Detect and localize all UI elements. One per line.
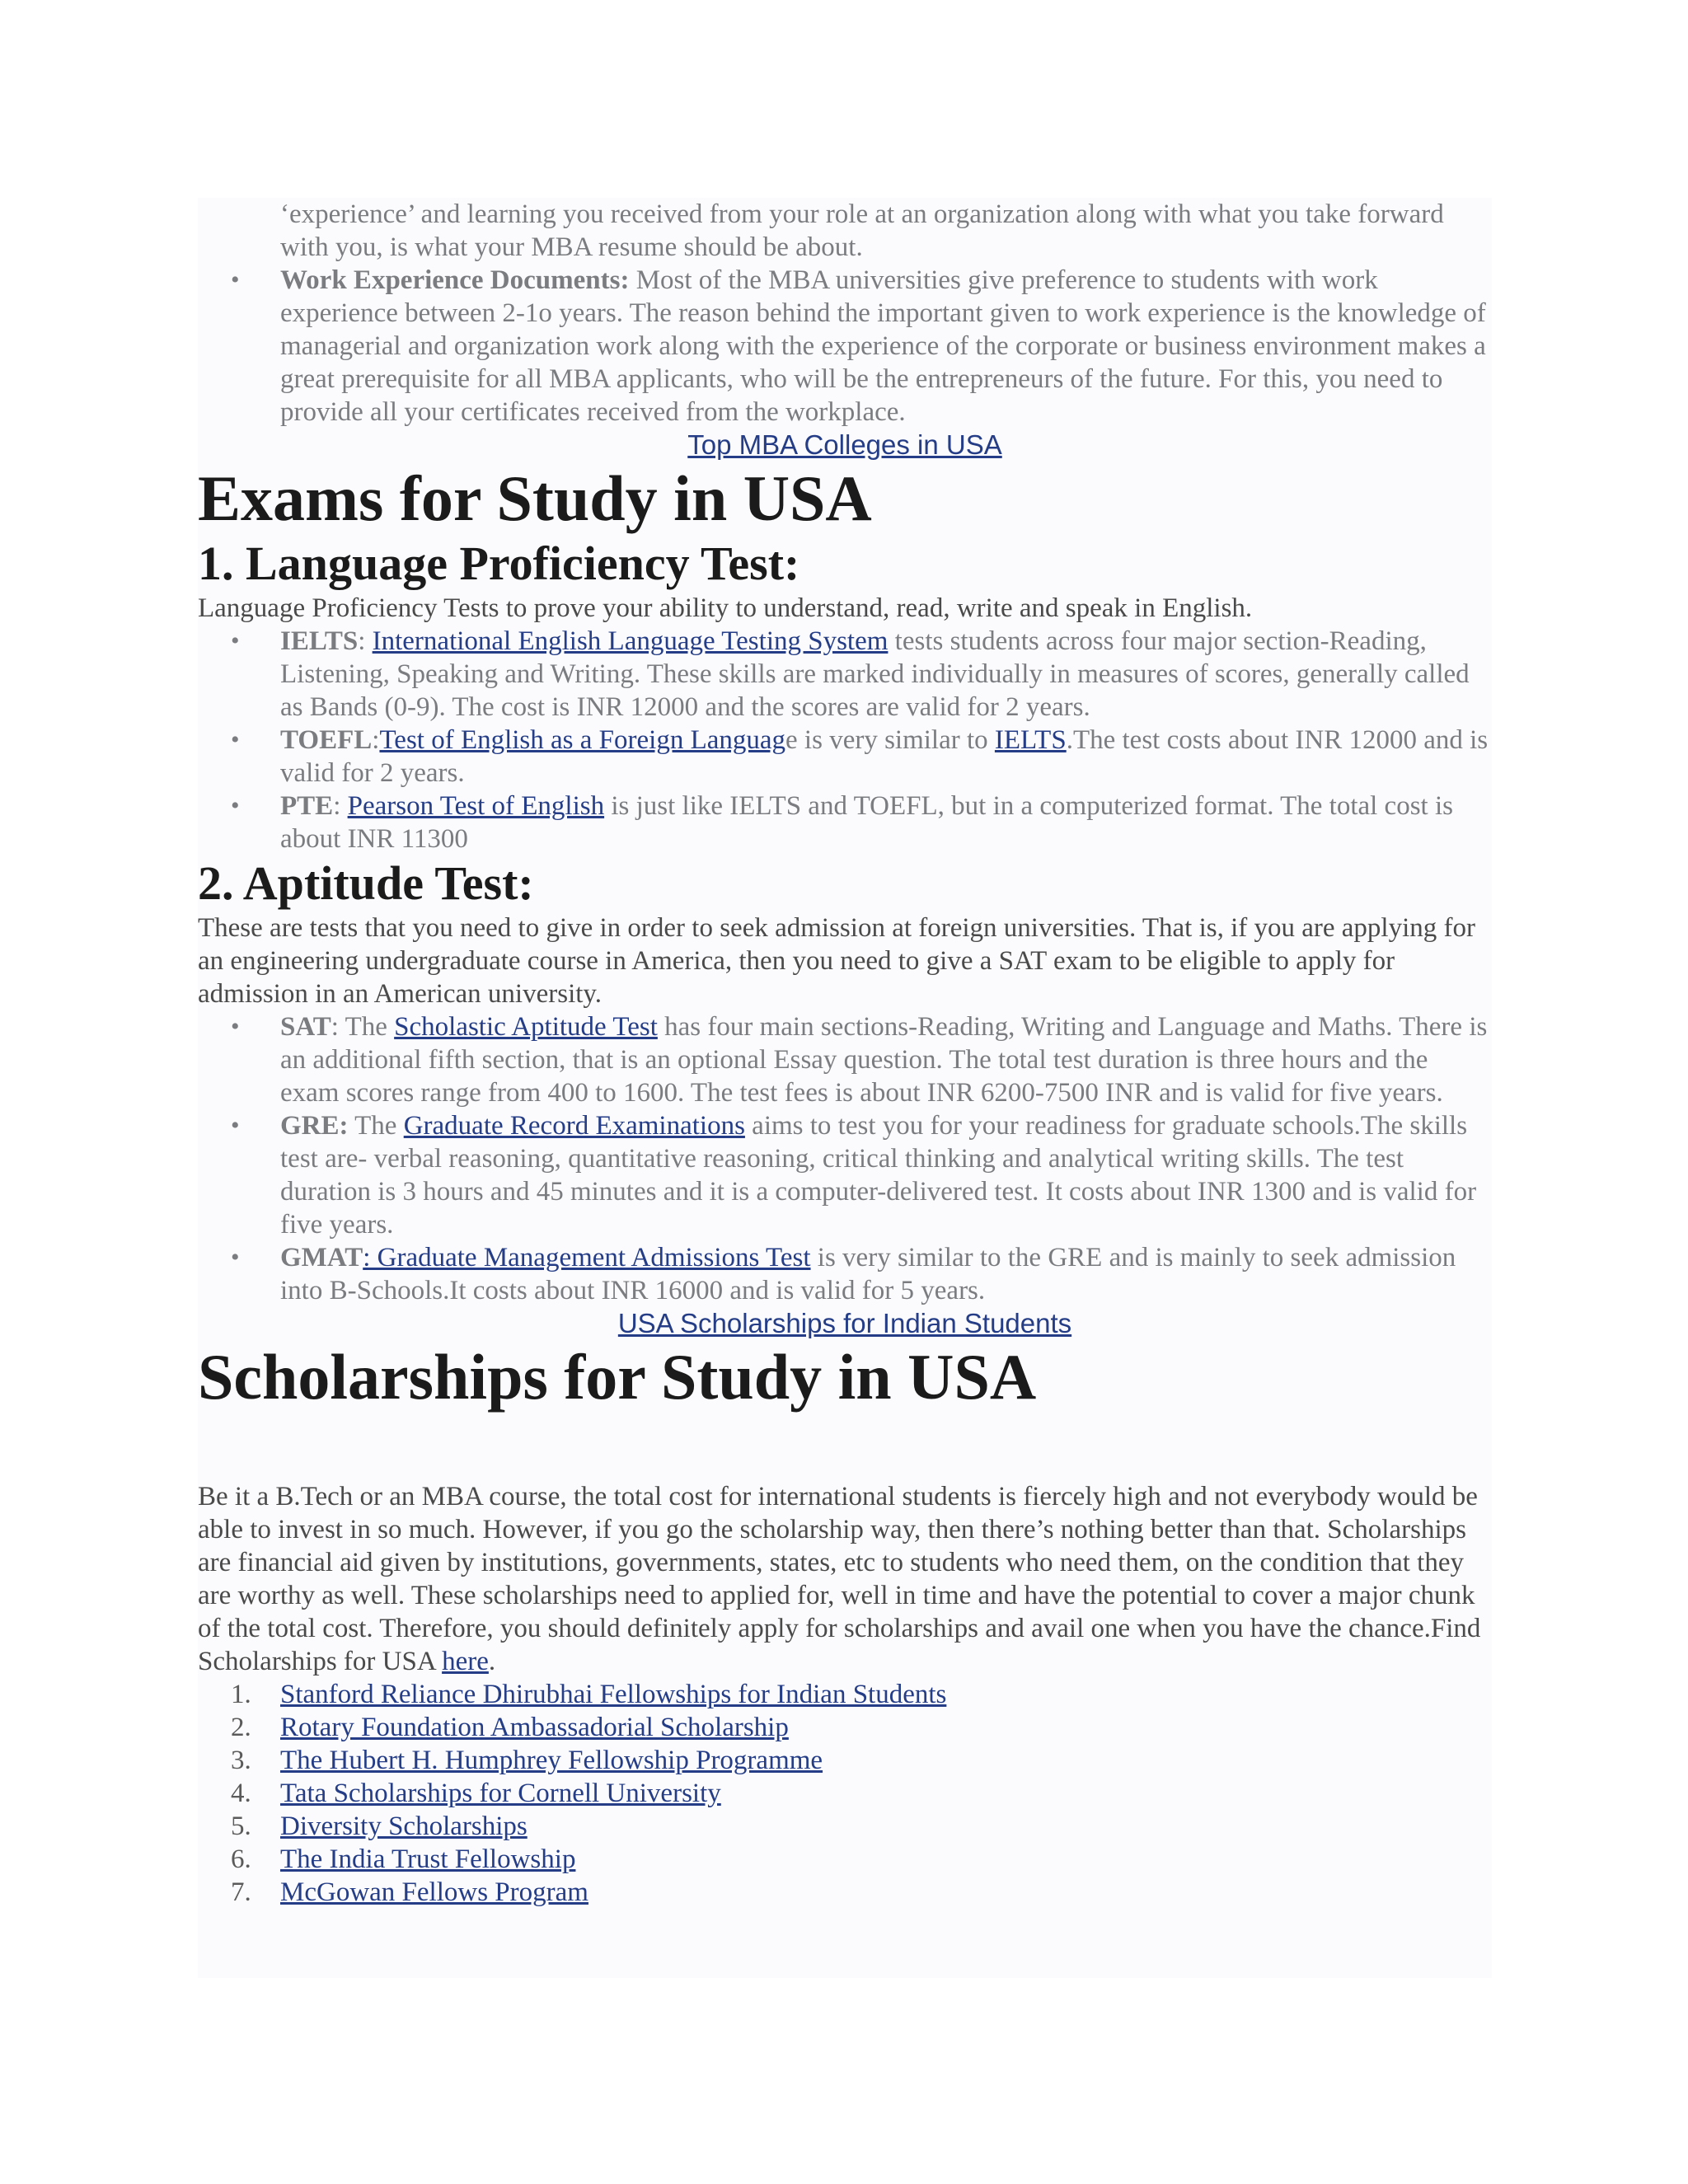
- sat-separator: : The: [331, 1012, 395, 1042]
- usa-scholarships-indian-link[interactable]: USA Scholarships for Indian Students: [617, 1308, 1072, 1338]
- scholarship-link[interactable]: Diversity Scholarships: [280, 1811, 528, 1841]
- scholarship-list: [198, 1678, 1492, 1909]
- gmat-link[interactable]: : Graduate Management Admissions Test: [363, 1243, 811, 1272]
- bullet-icon: •: [231, 627, 240, 654]
- list-item-gmat: [198, 1241, 1492, 1307]
- bullet-icon: •: [231, 1013, 240, 1040]
- work-experience-list: [198, 264, 1492, 429]
- list-number: 6.: [231, 1844, 251, 1874]
- language-test-list: [198, 625, 1492, 855]
- gre-term: GRE:: [280, 1111, 349, 1141]
- toefl-separator: :: [372, 725, 380, 755]
- gre-text: aims to test you for your readiness for graduate schools.The skills test are- verbal reasoning, quantitative reasoning, critical thinking and analytical writing skills. The test duration is 3 hours and 45 minutes and it is a computer-delivered test. It costs about INR 1300 and is valid for five years.: [280, 1111, 1477, 1240]
- scholarship-link[interactable]: Tata Scholarships for Cornell University: [280, 1779, 721, 1808]
- scholarships-intro-end: .: [488, 1647, 496, 1676]
- scholarships-intro-text: Be it a B.Tech or an MBA course, the total cost for international students is fiercely high and not everybody would be able to invest in so much. However, if you go the scholarship way, then there’s nothing better than that. Scholarships are financial aid given by institutions, governments, states, etc to students who need them, on the condition that they are worthy as well. These scholarships need to applied for, well in time and have the potential to cover a major chunk of the total cost. Therefore, you should definitely apply for scholarships and avail one when you have the chance.Find Scholarships for USA: [198, 1482, 1481, 1676]
- ielts-term: IELTS: [280, 626, 359, 656]
- toefl-text-2: .The test costs about INR 12000 and is valid for 2 years.: [280, 725, 1489, 788]
- bullet-icon: •: [231, 726, 240, 753]
- aptitude-test-heading: 2. Aptitude Test:: [198, 856, 534, 910]
- gre-link[interactable]: Graduate Record Examinations: [403, 1111, 745, 1141]
- list-number: 1.: [231, 1680, 251, 1709]
- sat-term: SAT: [280, 1012, 331, 1042]
- list-item-gre: [198, 1109, 1492, 1241]
- scholarship-list-item: [198, 1678, 1492, 1711]
- list-number: 5.: [231, 1811, 251, 1841]
- scholarships-intro: [198, 1480, 1492, 1678]
- scholarships-indian-link-row: [198, 1307, 1492, 1340]
- pte-text: is just like IELTS and TOEFL, but in a computerized format. The total cost is about INR 11300: [280, 791, 1453, 854]
- toefl-link[interactable]: Test of English as a Foreign Languag: [379, 725, 786, 755]
- work-experience-term: Work Experience Documents:: [280, 265, 630, 295]
- intro-continuation: ‘experience’ and learning you received from your role at an organization along with what you take forward with you, is what your MBA resume should be about.: [280, 199, 1444, 262]
- scholarship-list-item: [198, 1810, 1492, 1843]
- bullet-icon: •: [231, 1112, 240, 1139]
- list-item-pte: [198, 790, 1492, 855]
- list-number: 7.: [231, 1877, 251, 1907]
- ielts-inline-link[interactable]: IELTS: [994, 725, 1067, 755]
- pte-link[interactable]: Pearson Test of English: [347, 791, 605, 821]
- list-item-toefl: [198, 724, 1492, 790]
- spacer: [198, 1414, 1492, 1480]
- ielts-separator: :: [358, 626, 373, 656]
- scholarship-list-item: [198, 1843, 1492, 1876]
- scholarship-link[interactable]: McGowan Fellows Program: [280, 1877, 588, 1907]
- list-number: 2.: [231, 1713, 251, 1742]
- top-mba-colleges-link[interactable]: Top MBA Colleges in USA: [687, 429, 1002, 460]
- scholarships-title: Scholarships for Study in USA: [198, 1341, 1037, 1413]
- list-item-sat: [198, 1010, 1492, 1109]
- scholarship-list-item: [198, 1711, 1492, 1744]
- scholarship-link[interactable]: Rotary Foundation Ambassadorial Scholarship: [280, 1713, 789, 1742]
- list-number: 3.: [231, 1746, 251, 1775]
- language-test-heading: 1. Language Proficiency Test:: [198, 537, 800, 590]
- document-content: [198, 198, 1492, 1909]
- gre-separator: The: [348, 1111, 404, 1141]
- scholarship-list-item: [198, 1744, 1492, 1777]
- list-item-ielts: [198, 625, 1492, 724]
- exams-title: Exams for Study in USA: [198, 462, 872, 534]
- scholarship-link[interactable]: The Hubert H. Humphrey Fellowship Programme: [280, 1746, 823, 1775]
- toefl-term: TOEFL: [280, 725, 373, 755]
- ielts-text: tests students across four major section-Reading, Listening, Speaking and Writing. These skills are marked individually in measures of scores, generally called as Bands (0-9). The cost is INR 12000 and the scores are valid for 2 years.: [280, 626, 1470, 722]
- bullet-icon: •: [231, 792, 240, 819]
- language-test-intro: Language Proficiency Tests to prove your ability to understand, read, write and speak in English.: [198, 593, 1253, 623]
- toefl-text: e is very similar to: [785, 725, 995, 755]
- top-mba-link-row: [198, 429, 1492, 462]
- gmat-term: GMAT: [280, 1243, 363, 1272]
- gmat-text: is very similar to the GRE and is mainly to seek admission into B-Schools.It costs about INR 16000 and is valid for 5 years.: [280, 1243, 1456, 1305]
- pte-separator: :: [333, 791, 348, 821]
- list-number: 4.: [231, 1779, 251, 1808]
- scholarship-list-item: [198, 1876, 1492, 1909]
- scholarship-link[interactable]: Stanford Reliance Dhirubhai Fellowships for Indian Students: [280, 1680, 947, 1709]
- ielts-link[interactable]: International English Language Testing System: [372, 626, 889, 656]
- aptitude-test-list: [198, 1010, 1492, 1307]
- pte-term: PTE: [280, 791, 334, 821]
- list-item-work-experience: [198, 264, 1492, 429]
- scholarship-link[interactable]: The India Trust Fellowship: [280, 1844, 576, 1874]
- work-experience-text: Most of the MBA universities give preference to students with work experience between 2-1o years. The reason behind the important given to work experience is the knowledge of managerial and organization work along with the experience of the corporate or business environment makes a great prerequisite for all MBA applicants, who will be the entrepreneurs of the future. For this, you need to provide all your certificates received from the workplace.: [280, 265, 1486, 427]
- aptitude-test-intro: These are tests that you need to give in order to seek admission at foreign universities. That is, if you are applying for an engineering undergraduate course in America, then you need to give a SAT exam to be eligible to apply for admission in an American university.: [198, 913, 1475, 1009]
- bullet-icon: •: [231, 1244, 240, 1271]
- bullet-icon: •: [231, 266, 240, 293]
- scholarship-list-item: [198, 1777, 1492, 1810]
- sat-link[interactable]: Scholastic Aptitude Test: [394, 1012, 658, 1042]
- sat-text: has four main sections-Reading, Writing and Language and Maths. There is an additional fifth section, that is an optional Essay question. The total test duration is three hours and the exam scores range from 400 to 1600. The test fees is about INR 6200-7500 INR and is valid for five years.: [280, 1012, 1488, 1108]
- scholarships-here-link[interactable]: here: [442, 1647, 489, 1676]
